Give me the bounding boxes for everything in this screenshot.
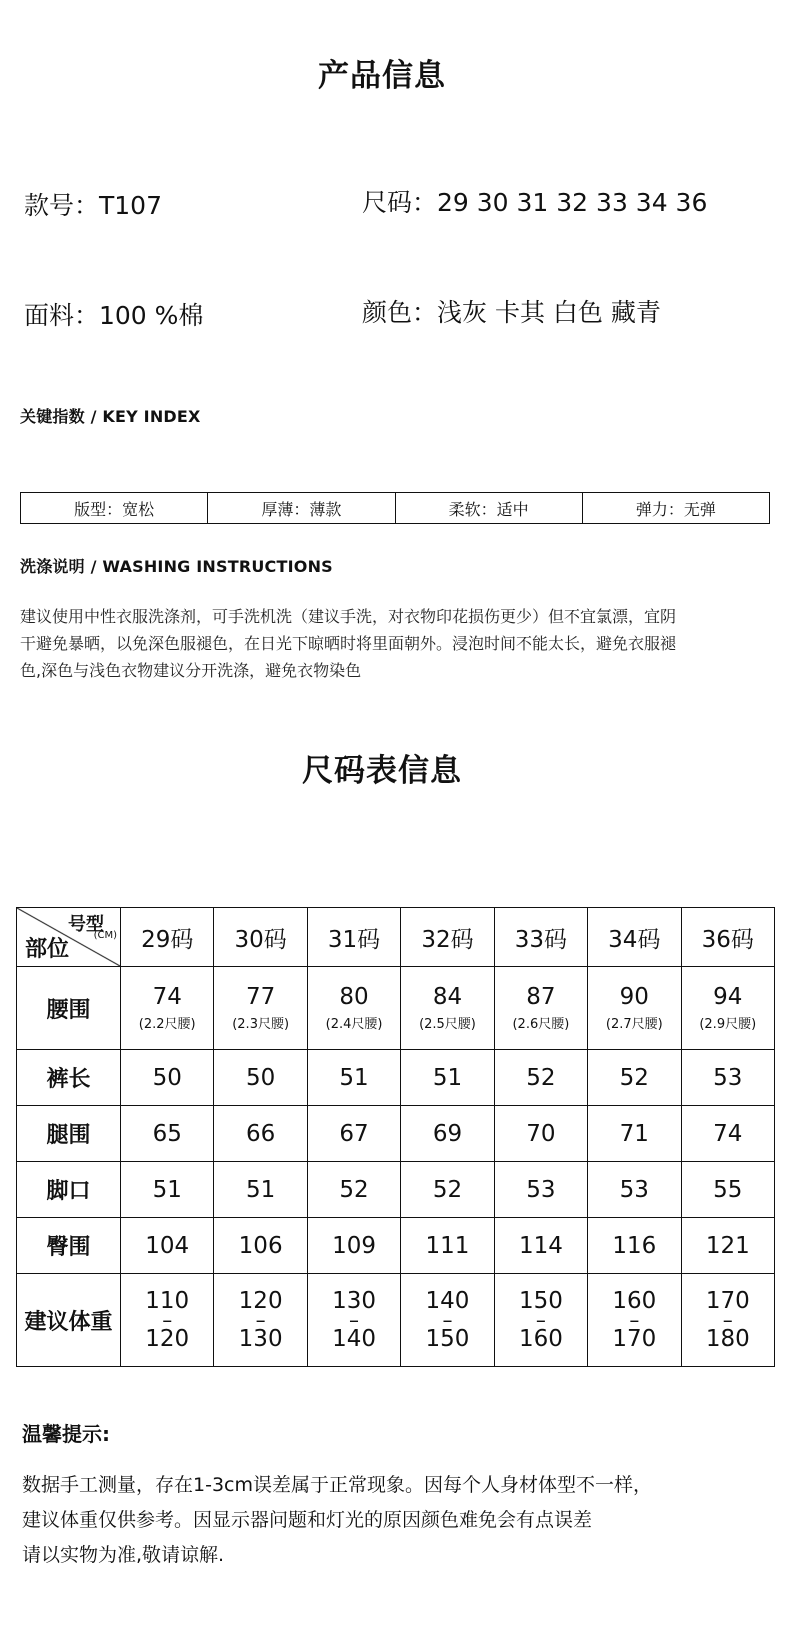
waist-sub: (2.3尺腰): [232, 1017, 290, 1032]
row-label: 腿围: [17, 1106, 121, 1162]
washing-heading: 洗涤说明 / WASHING INSTRUCTIONS: [20, 557, 333, 576]
table-cell: 53: [681, 1050, 774, 1106]
waist-cell: [494, 967, 587, 1050]
weight-low: 170: [705, 1288, 750, 1314]
table-cell: 104: [121, 1218, 214, 1274]
washing-instructions: [20, 603, 676, 684]
weight-high: 140: [332, 1326, 376, 1352]
waist-value: 80: [339, 984, 369, 1010]
table-cell: 116: [588, 1218, 681, 1274]
table-cell: 71: [588, 1106, 681, 1162]
waist-cell: [214, 967, 307, 1050]
size-header-cell: 36码: [681, 908, 774, 967]
table-cell: 121: [681, 1218, 774, 1274]
size-corner-cell: [17, 908, 121, 967]
weight-low: 160: [612, 1288, 657, 1314]
table-cell: 52: [401, 1162, 494, 1218]
waist-value: 77: [245, 984, 276, 1010]
weight-low: 140: [425, 1288, 470, 1314]
waist-cell: [121, 967, 214, 1050]
weight-cell: [494, 1274, 587, 1367]
waist-sub: (2.7尺腰): [605, 1017, 663, 1032]
weight-cell: [681, 1274, 774, 1367]
weight-dash: –: [349, 1308, 360, 1332]
hip-row: [17, 1218, 775, 1274]
size-chart-title: 尺码表信息: [302, 753, 462, 789]
table-cell: 55: [681, 1162, 774, 1218]
waist-sub: (2.6尺腰): [512, 1017, 570, 1032]
fabric-info: 面料：100 %棉: [24, 301, 204, 330]
size-header-cell: 29码: [121, 908, 214, 967]
weight-low: 130: [332, 1288, 376, 1314]
size-list: 尺码：29 30 31 32 33 34 36: [362, 188, 708, 217]
tips-line: 请以实物为准,敬请谅解.: [22, 1544, 225, 1566]
weight-cell: [307, 1274, 400, 1367]
key-index-softness: 柔软：适中: [395, 493, 582, 524]
style-number: 款号：T107: [24, 191, 162, 220]
product-info-title: 产品信息: [318, 58, 446, 94]
weight-low: 120: [238, 1288, 283, 1314]
size-chart-table: [16, 907, 775, 1367]
row-label: 脚口: [17, 1162, 121, 1218]
waist-cell: [588, 967, 681, 1050]
washing-line: 色,深色与浅色衣物建议分开洗涤，避免衣物染色: [20, 661, 362, 680]
waist-sub: (2.5尺腰): [419, 1017, 476, 1032]
key-index-fit: 版型：宽松: [21, 493, 208, 524]
waist-value: 87: [526, 984, 556, 1010]
size-header-cell: 31码: [307, 908, 400, 967]
table-cell: 51: [214, 1162, 307, 1218]
waist-sub: (2.9尺腰): [699, 1017, 757, 1032]
weight-high: 120: [145, 1326, 190, 1352]
table-cell: 111: [401, 1218, 494, 1274]
key-index-heading: 关键指数 / KEY INDEX: [20, 407, 201, 426]
table-cell: 50: [214, 1050, 307, 1106]
size-header-cell: 33码: [494, 908, 587, 967]
color-list: 颜色：浅灰 卡其 白色 藏青: [362, 298, 661, 327]
waist-value: 84: [432, 984, 463, 1010]
weight-high: 130: [238, 1326, 283, 1352]
table-cell: 51: [307, 1050, 400, 1106]
table-cell: 53: [588, 1162, 681, 1218]
washing-line: 干避免暴晒，以免深色服褪色，在日光下晾晒时将里面朝外。浸泡时间不能太长，避免衣服褪: [20, 634, 677, 653]
waist-sub: (2.2尺腰): [138, 1017, 196, 1032]
size-header-cell: 30码: [214, 908, 307, 967]
tips-line: 数据手工测量，存在1-3cm误差属于正常现象。因每个人身材体型不一样，: [22, 1474, 652, 1496]
row-label: 腰围: [17, 967, 121, 1050]
table-cell: 67: [307, 1106, 400, 1162]
size-header-row: [17, 908, 775, 967]
table-cell: 74: [681, 1106, 774, 1162]
weight-low: 110: [145, 1288, 190, 1314]
table-cell: 52: [307, 1162, 400, 1218]
hem-row: [17, 1162, 775, 1218]
waist-cell: [681, 967, 774, 1050]
weight-cell: [214, 1274, 307, 1367]
table-cell: 53: [494, 1162, 587, 1218]
waist-sub: (2.4尺腰): [325, 1017, 383, 1032]
weight-cell: [588, 1274, 681, 1367]
weight-row: [17, 1274, 775, 1367]
weight-dash: –: [535, 1308, 546, 1332]
table-cell: 66: [214, 1106, 307, 1162]
weight-cell: [121, 1274, 214, 1367]
waist-cell: [401, 967, 494, 1050]
table-cell: 51: [401, 1050, 494, 1106]
tips-line: 建议体重仅供参考。因显示器问题和灯光的原因颜色难免会有点误差: [22, 1509, 593, 1531]
table-cell: 69: [401, 1106, 494, 1162]
table-cell: 70: [494, 1106, 587, 1162]
weight-dash: –: [442, 1308, 453, 1332]
size-header-cell: 34码: [588, 908, 681, 967]
table-cell: 114: [494, 1218, 587, 1274]
waist-value: 90: [619, 984, 649, 1010]
table-cell: 50: [121, 1050, 214, 1106]
corner-size-label: 号型: [68, 914, 104, 935]
weight-cell: [401, 1274, 494, 1367]
key-index-stretch: 弹力：无弹: [582, 493, 769, 524]
table-cell: 109: [307, 1218, 400, 1274]
weight-dash: –: [722, 1308, 733, 1332]
weight-dash: –: [255, 1308, 266, 1332]
waist-value: 74: [152, 984, 182, 1010]
tips-text: [22, 1468, 652, 1573]
waist-cell: [307, 967, 400, 1050]
table-cell: 52: [588, 1050, 681, 1106]
row-label: 臀围: [17, 1218, 121, 1274]
size-header-cell: 32码: [401, 908, 494, 967]
weight-dash: –: [629, 1308, 640, 1332]
corner-part-label: 部位: [25, 937, 70, 962]
tips-heading: 温馨提示:: [22, 1422, 110, 1446]
table-cell: 65: [121, 1106, 214, 1162]
key-index-thickness: 厚薄：薄款: [208, 493, 395, 524]
weight-dash: –: [162, 1308, 173, 1332]
corner-unit-label: (CM): [93, 930, 117, 941]
table-cell: 51: [121, 1162, 214, 1218]
washing-line: 建议使用中性衣服洗涤剂，可手洗机洗（建议手洗，对衣物印花损伤更少）但不宜氯漂，宜阴: [20, 607, 677, 626]
table-cell: 106: [214, 1218, 307, 1274]
row-label: 建议体重: [17, 1274, 121, 1367]
table-cell: 52: [494, 1050, 587, 1106]
weight-low: 150: [518, 1288, 563, 1314]
waist-value: 94: [713, 984, 743, 1010]
waist-row: [17, 967, 775, 1050]
weight-high: 180: [705, 1326, 750, 1352]
length-row: [17, 1050, 775, 1106]
row-label: 裤长: [17, 1050, 121, 1106]
key-index-table: [20, 492, 770, 524]
weight-high: 150: [425, 1326, 470, 1352]
thigh-row: [17, 1106, 775, 1162]
weight-high: 160: [518, 1326, 563, 1352]
weight-high: 170: [612, 1326, 657, 1352]
